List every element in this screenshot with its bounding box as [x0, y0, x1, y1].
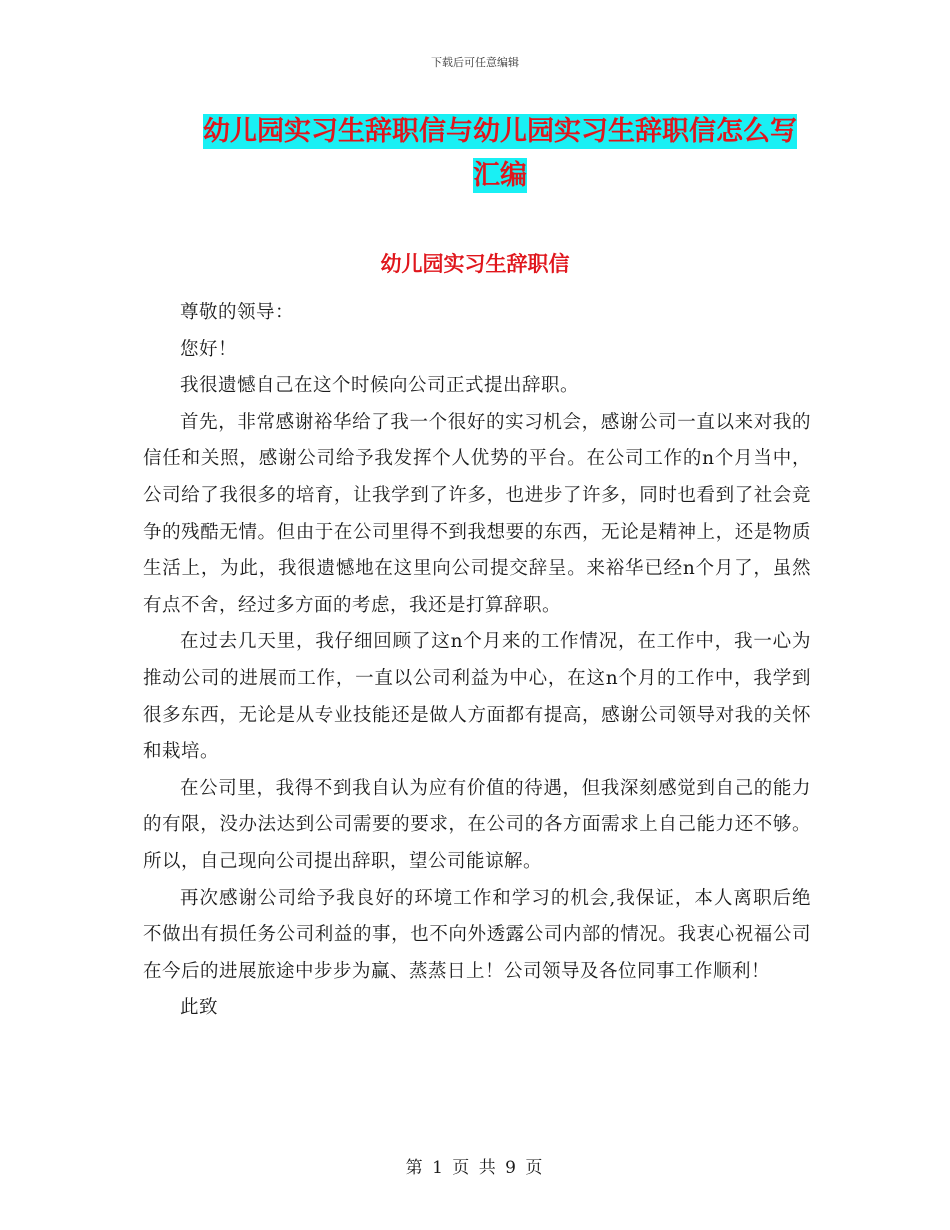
letter-body [143, 295, 811, 1027]
body-paragraph: 首先，非常感谢裕华给了我一个很好的实习机会，感谢公司一直以来对我的信任和关照，感谢公司给予我发挥个人优势的平台。在公司工作的n个月当中，公司给了我很多的培育，让我学到了许多，也进步了许多，同时也看到了社会竞争的残酷无情。但由于在公司里得不到我想要的东西，无论是精神上，还是物质生活上，为此，我很遗憾地在这里向公司提交辞呈。来裕华已经n个月了，虽然有点不舍，经过多方面的考虑，我还是打算辞职。 [143, 411, 811, 616]
closing: 此致 [180, 997, 219, 1019]
greeting: 您好！ [180, 338, 238, 360]
section-title: 幼儿园实习生辞职信 [380, 252, 570, 276]
salutation: 尊敬的领导： [180, 302, 295, 323]
body-paragraph: 在公司里，我得不到我自认为应有价值的待遇，但我深刻感觉到自己的能力的有限，没办法达到公司需要的要求，在公司的各方面需求上自己能力还不够。所以，自己现向公司提出辞职，望公司能谅解。 [143, 777, 811, 872]
page-number-footer: 第 1 页 共 9 页 [405, 1158, 545, 1178]
document-title [190, 110, 810, 198]
body-paragraph: 我很遗憾自己在这个时候向公司正式提出辞职。 [180, 375, 580, 397]
body-paragraph: 再次感谢公司给予我良好的环境工作和学习的机会,我保证，本人离职后绝不做出有损任务公司利益的事，也不向外透露公司内部的情况。我衷心祝福公司在今后的进展旅途中步步为赢、蒸蒸日上！公司领导及各位同事工作顺利！ [143, 887, 811, 982]
document-title-highlight: 幼儿园实习生辞职信与幼儿园实习生辞职信怎么写汇编 [203, 116, 797, 191]
header-note: 下载后可任意编辑 [431, 56, 519, 69]
body-paragraph: 在过去几天里，我仔细回顾了这n个月来的工作情况，在工作中，我一心为推动公司的进展而工作，一直以公司利益为中心，在这n个月的工作中，我学到很多东西，无论是从专业技能还是做人方面都有提高，感谢公司领导对我的关怀和栽培。 [143, 631, 811, 763]
